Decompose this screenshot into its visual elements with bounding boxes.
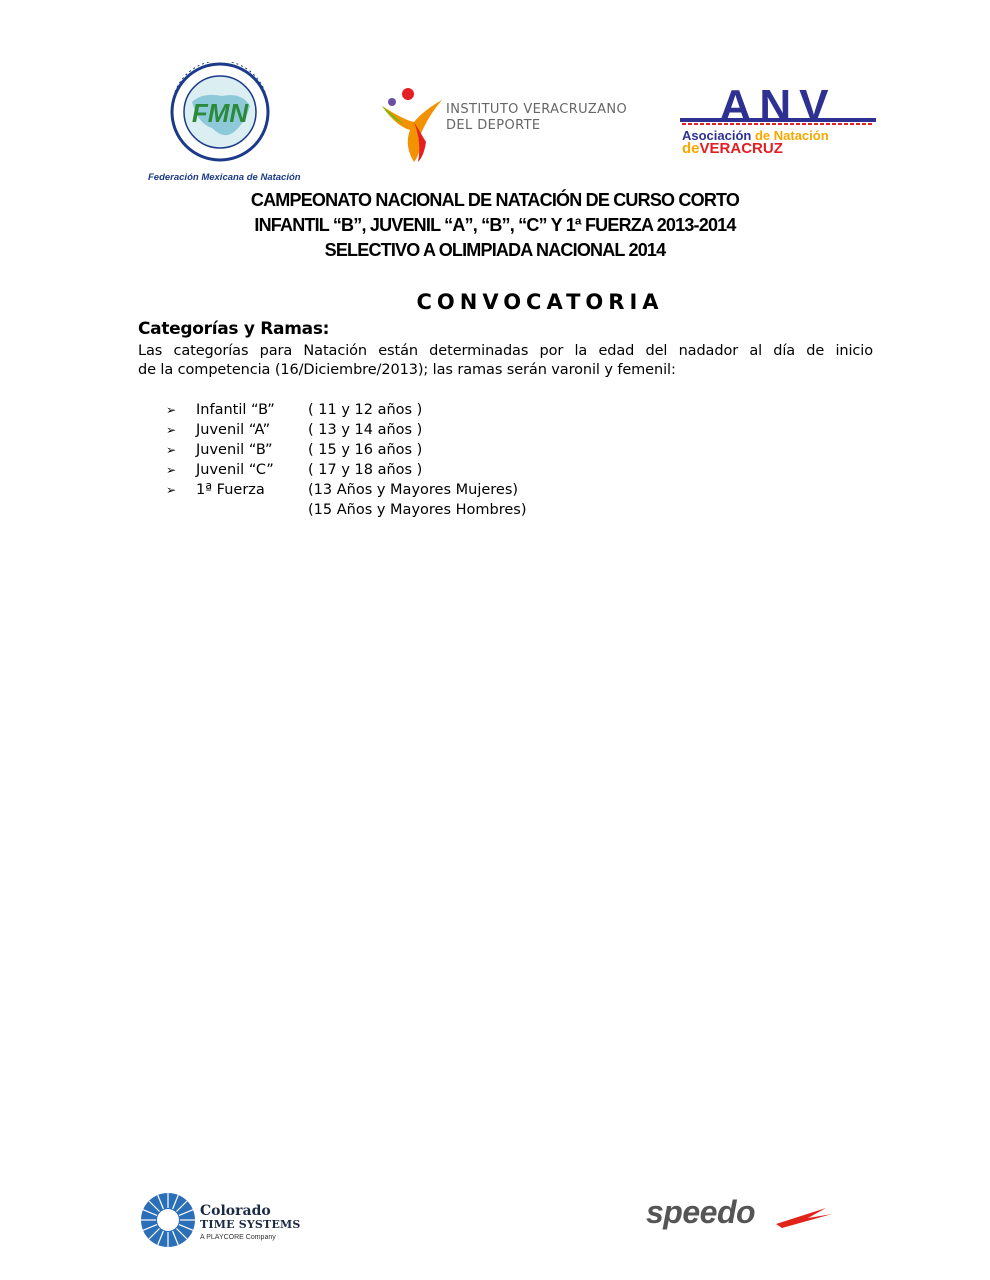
category-name: Juvenil “C” [196, 462, 274, 478]
speedo-arrow-icon [774, 1204, 834, 1228]
category-age: ( 13 y 14 años ) [308, 422, 423, 438]
ivd-logo [378, 86, 648, 166]
anv-wordmark [680, 88, 876, 130]
paragraph-line-2: de la competencia (16/Diciembre/2013); las ramas serán varonil y femenil: [138, 362, 676, 378]
title-line-1: CAMPEONATO NACIONAL DE NATACIÓN DE CURSO CORTO [250, 190, 740, 210]
convocatoria-heading: CONVOCATORIA [416, 290, 664, 314]
speedo-wordmark: speedo [646, 1194, 756, 1230]
ivd-figure-icon [378, 86, 444, 164]
ivd-line2: DEL DEPORTE [446, 118, 541, 133]
bullet-arrow-icon: ➢ [166, 463, 177, 477]
bullet-arrow-icon: ➢ [166, 403, 177, 417]
categorias-heading: Categorías y Ramas: [138, 319, 330, 339]
bullet-arrow-icon: ➢ [166, 483, 177, 497]
anv-line2 [682, 140, 783, 157]
categorias-paragraph [138, 342, 873, 380]
fmn-logo [142, 62, 322, 190]
bullet-arrow-icon: ➢ [166, 423, 177, 437]
paragraph-line-1: Las categorías para Natación están determinadas por la edad del nadador al día de inicio [138, 343, 873, 359]
bullet-arrow-icon: ➢ [166, 443, 177, 457]
anv-line1a: Asociación [682, 128, 752, 143]
title-line-3: SELECTIVO A OLIMPIADA NACIONAL 2014 [324, 240, 666, 260]
category-age: ( 15 y 16 años ) [308, 442, 423, 458]
cts-line3: A PLAYCORE Company [200, 1234, 276, 1241]
category-age: ( 17 y 18 años ) [308, 462, 423, 478]
cts-line2: TIME SYSTEMS [200, 1218, 301, 1231]
speedo-logo [646, 1196, 846, 1236]
anv-line2b: VERACRUZ [699, 140, 783, 157]
cts-burst-icon [140, 1190, 196, 1250]
category-age: ( 11 y 12 años ) [308, 402, 423, 418]
anv-line1b: de Natación [751, 128, 829, 143]
category-age-extra: (15 Años y Mayores Hombres) [308, 502, 527, 518]
category-age: (13 Años y Mayores Mujeres) [308, 482, 519, 498]
ivd-line1: INSTITUTO VERACRUZANO [446, 102, 628, 117]
category-name: Juvenil “A” [196, 422, 271, 438]
category-name: 1ª Fuerza [196, 482, 265, 498]
anv-acronym: ANV [719, 88, 837, 130]
fmn-acronym: FMN [191, 98, 249, 128]
fmn-emblem [142, 62, 322, 172]
cts-line1: Colorado [200, 1203, 271, 1219]
category-name: Juvenil “B” [196, 442, 273, 458]
title-line-2: INFANTIL “B”, JUVENIL “A”, “B”, “C” Y 1ª FUERZA 2013-2014 [254, 215, 736, 235]
fmn-caption: Federación Mexicana de Natación [148, 172, 301, 183]
colorado-time-systems-logo [140, 1190, 310, 1250]
anv-logo [680, 88, 880, 160]
anv-line2a: de [682, 140, 700, 157]
category-name: Infantil “B” [196, 402, 275, 418]
